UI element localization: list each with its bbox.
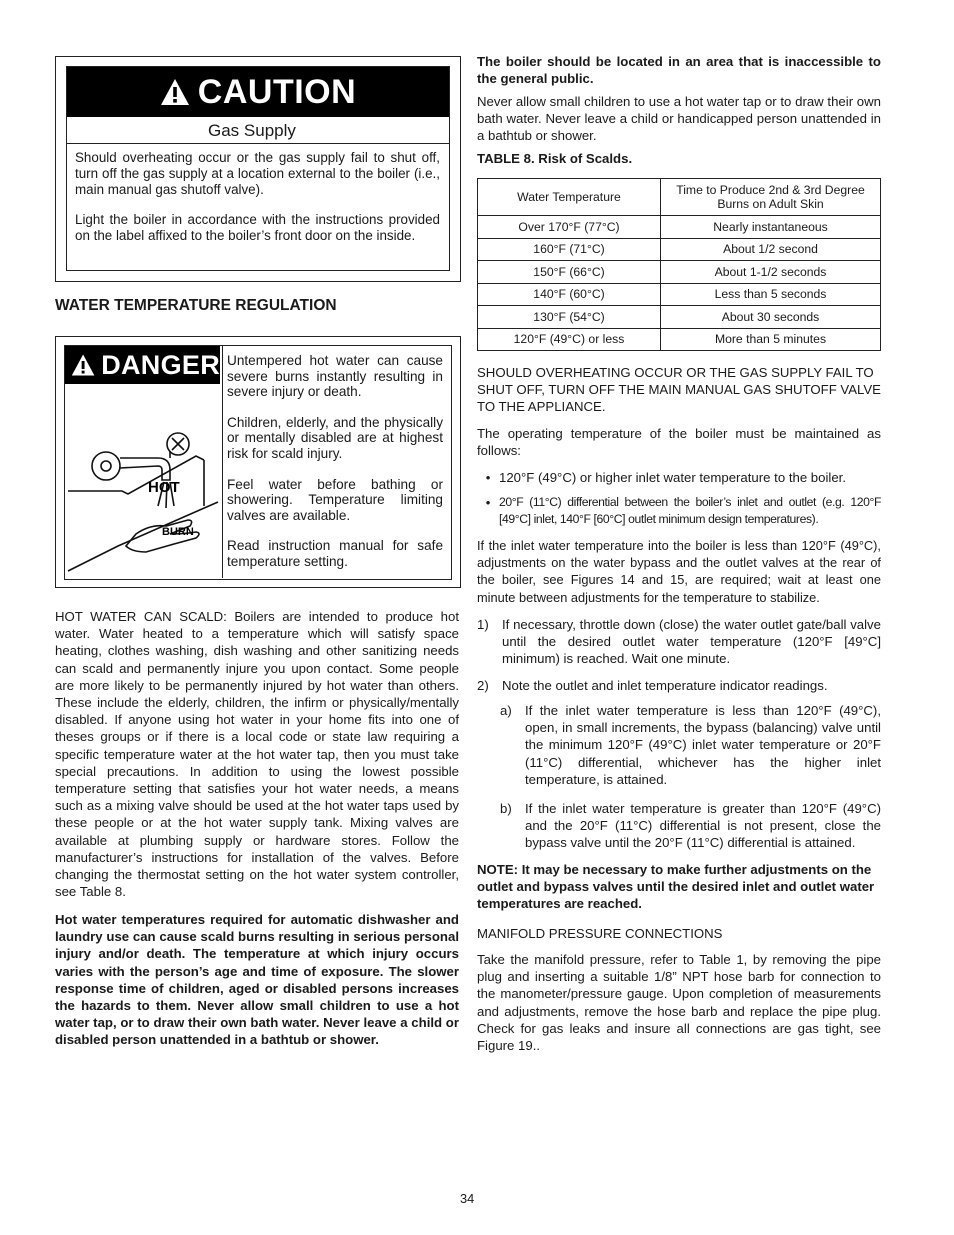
hot-water-warning-paragraph: Hot water temperatures required for automatic dishwasher and laundry use can cause scald burns resulting in serious personal injury and/or death. The temperature at which injury occurs varies with the person’s age and time of exposure. The slower response time of children, aged or disabled persons increases the hazards to them. Never allow small children to use a hot water tap, or to draw their own bath water. Never leave a child or disabled person unattended in a bathtub or shower.: [55, 912, 459, 1048]
table-row: [478, 261, 881, 284]
table-cell: About 1-1/2 seconds: [661, 261, 881, 284]
scald-hand-illustration: [66, 396, 220, 576]
adjustment-note: NOTE: It may be necessary to make further adjustments on the outlet and bypass valves until the desired inlet and outlet water temperatures are reached.: [477, 862, 875, 912]
warning-triangle-icon: [71, 353, 95, 377]
caution-body: [75, 150, 440, 244]
step-number: 2): [477, 678, 489, 693]
table-caption: TABLE 8. Risk of Scalds.: [477, 151, 633, 166]
danger-paragraph: Read instruction manual for safe temperature setting.: [227, 538, 443, 569]
list-item: [500, 702, 881, 788]
risk-of-scalds-table: [477, 178, 881, 351]
illustration-burn-label: BURN: [162, 526, 194, 538]
step-text: If the inlet water temperature is greater than 120°F (49°C) and the 20°F (11°C) differential is not present, close the bypass valve until the 20°F (11°C) differential is attained.: [525, 801, 881, 851]
danger-signal-word: DANGER: [101, 349, 220, 380]
caution-subtitle: Gas Supply: [67, 117, 449, 144]
danger-paragraph: Children, elderly, and the physically or mentally disabled are at highest risk for scald injury.: [227, 414, 443, 461]
warning-triangle-icon: [160, 77, 190, 107]
list-item: [477, 494, 881, 528]
step-text: Note the outlet and inlet temperature indicator readings.: [502, 678, 828, 693]
table-header-cell: Water Temperature: [478, 179, 661, 216]
list-item: [477, 677, 881, 694]
list-item-text: 20°F (11°C) differential between the boiler’s inlet and outlet (e.g. 120°F [49°C] inlet, 140°F [60°C] outlet minimum design temperatures).: [499, 495, 881, 527]
table-cell: 120°F (49°C) or less: [478, 328, 661, 351]
table-row: [478, 328, 881, 351]
list-item-text: 120°F (49°C) or higher inlet water temperature to the boiler.: [499, 470, 847, 485]
danger-paragraph: Untempered hot water can cause severe burns instantly resulting in severe injury or death.: [227, 353, 443, 400]
illustration-hot-label: HOT: [148, 479, 180, 496]
danger-paragraph: Feel water before bathing or showering. Temperature limiting valves are available.: [227, 476, 443, 523]
step-number: a): [500, 703, 512, 718]
list-item: [477, 469, 881, 486]
inlet-temperature-paragraph: If the inlet water temperature into the boiler is less than 120°F (49°C), adjustments on the water bypass and the outlet valves at the rear of the boiler, see Figures 14 and 15, are required; wait at least one minute between adjustments for the temperature to stabilize.: [477, 538, 881, 605]
table-cell: About 1/2 second: [661, 238, 881, 261]
step-text: If necessary, throttle down (close) the water outlet gate/ball valve until the desired outlet water temperature (120°F [49°C] minimum) is reached. Wait one minute.: [502, 617, 881, 667]
children-warning-paragraph: Never allow small children to use a hot water tap or to draw their own bath water. Never leave a child or handicapped person unattended in a bathtub or shower.: [477, 94, 881, 144]
caution-paragraph: Should overheating occur or the gas supply fail to shut off, turn off the gas supply at a location external to the boiler (i.e., main manual gas shutoff valve).: [75, 150, 440, 197]
boiler-location-note: The boiler should be located in an area that is inaccessible to the general public.: [477, 54, 881, 87]
table-row: [478, 283, 881, 306]
table-row: [478, 216, 881, 239]
operating-temperature-intro: The operating temperature of the boiler must be maintained as follows:: [477, 426, 881, 459]
manifold-pressure-heading: MANIFOLD PRESSURE CONNECTIONS: [477, 926, 723, 941]
section-heading: WATER TEMPERATURE REGULATION: [55, 297, 337, 314]
table-cell: Over 170°F (77°C): [478, 216, 661, 239]
table-cell: More than 5 minutes: [661, 328, 881, 351]
table-header-row: [478, 179, 881, 216]
table-cell: Nearly instantaneous: [661, 216, 881, 239]
danger-header: [65, 346, 220, 384]
page-number: 34: [460, 1191, 475, 1206]
manifold-pressure-paragraph: Take the manifold pressure, refer to Table 1, by removing the pipe plug and inserting a suitable 1/8” NPT hose barb for connection to the manometer/pressure gauge. Upon completion of measurements and adjustments, remove the hose barb and replace the pipe plug. Check for gas leaks and insure all connections are gas tight, see Figure 19..: [477, 952, 881, 1054]
list-item: [477, 616, 881, 668]
table-row: [478, 238, 881, 261]
caution-signal-word: CAUTION: [197, 72, 357, 111]
table-cell: 160°F (71°C): [478, 238, 661, 261]
table-cell: About 30 seconds: [661, 306, 881, 329]
overheating-instruction: SHOULD OVERHEATING OCCUR OR THE GAS SUPPLY FAIL TO SHUT OFF, TURN OFF THE MAIN MANUAL GAS SHUTOFF VALVE TO THE APPLIANCE.: [477, 365, 881, 415]
table-cell: Less than 5 seconds: [661, 283, 881, 306]
caution-paragraph: Light the boiler in accordance with the instructions provided on the label affixed to the boiler’s front door on the inside.: [75, 212, 440, 244]
table-cell: 140°F (60°C): [478, 283, 661, 306]
step-number: b): [500, 801, 512, 816]
table-row: [478, 306, 881, 329]
caution-header: [67, 67, 449, 117]
danger-divider: [222, 346, 223, 578]
bullet-glyph: •: [485, 470, 491, 485]
list-item: [500, 800, 881, 852]
step-text: If the inlet water temperature is less than 120°F (49°C), open, in small increments, the bypass (balancing) valve until the minimum 120°F (49°C) inlet water temperature or 20°F (11°C) differential, whichever has the higher inlet temperature, is attained.: [525, 703, 881, 787]
table-cell: 130°F (54°C): [478, 306, 661, 329]
table-header-cell: Time to Produce 2nd & 3rd Degree Burns on Adult Skin: [661, 179, 881, 216]
table-cell: 150°F (66°C): [478, 261, 661, 284]
step-number: 1): [477, 617, 489, 632]
bullet-glyph: •: [485, 495, 491, 510]
danger-body: [227, 353, 443, 570]
hot-water-scald-paragraph: HOT WATER CAN SCALD: Boilers are intended to produce hot water. Water heated to a temperature which will satisfy space heating, clothes washing, dish washing and other sanitizing needs can scald and permanently injure you upon contact. Some people are more likely to be permanently injured by hot water than others. These include the elderly, children, the infirm or physically/mentally disabled. If anyone using hot water in your home fits into one of theses groups or if there is a local code or state law requiring a specific temperature water at the hot water tap, then you must take special precautions. In addition to using the lowest possible temperature setting that satisfies your hot water needs, a means such as a mixing valve should be used at the hot water taps used by these people or at the hot water supply tank. Mixing valves are available at plumbing supply or hardware stores. Follow the manufacturer’s instructions for installation of the valves. Before changing the thermostat setting on the hot water system controller, see Table 8.: [55, 609, 459, 900]
